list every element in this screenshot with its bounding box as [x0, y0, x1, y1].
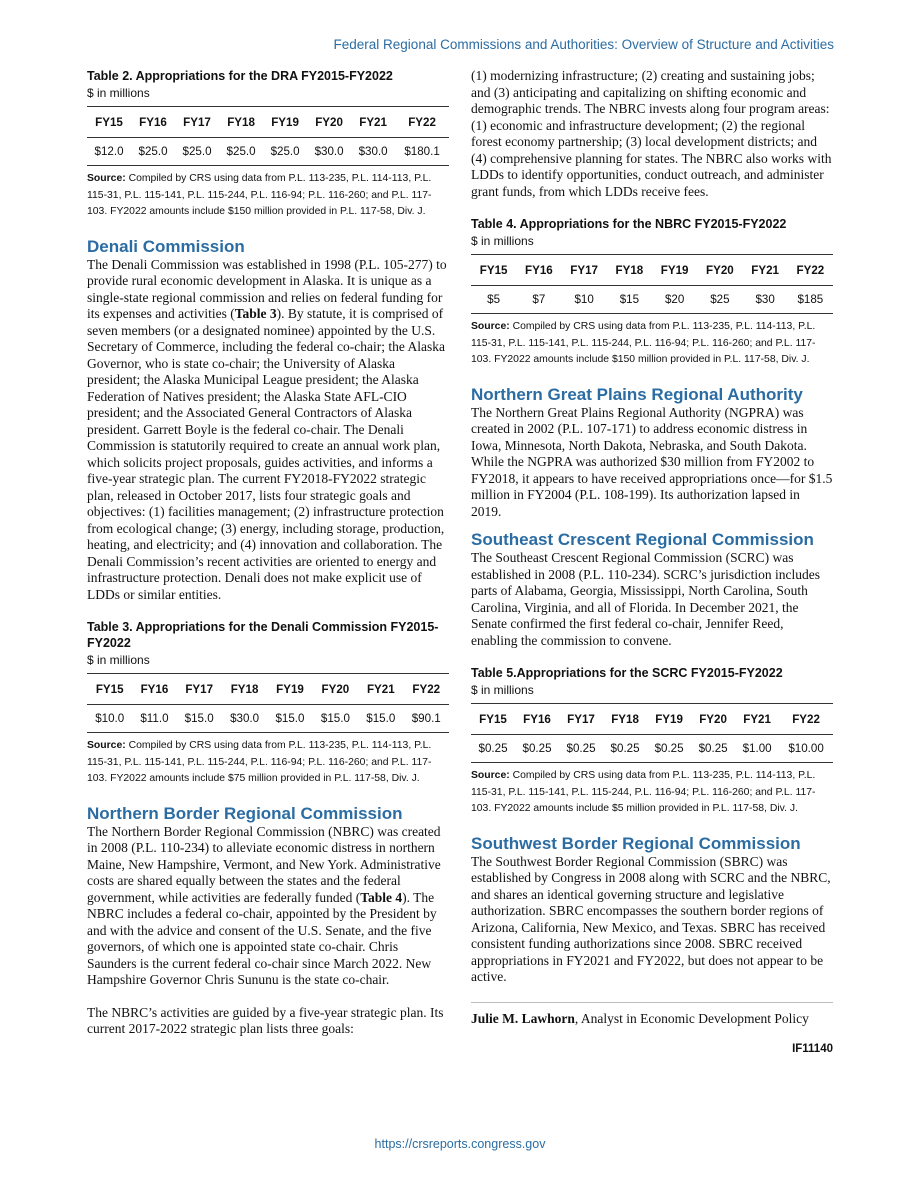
- table-5-caption: Table 5.Appropriations for the SCRC FY2015-FY2022: [471, 666, 783, 680]
- table-cell: $25.0: [219, 138, 263, 166]
- table-cell: $0.25: [559, 735, 603, 763]
- left-column: [87, 68, 449, 1038]
- denali-heading: Denali Commission: [87, 236, 245, 256]
- table-cell: $5: [471, 286, 516, 314]
- table-header-row: [471, 704, 833, 735]
- table-cell: $180.1: [395, 138, 449, 166]
- nbrc-heading: Northern Border Regional Commission: [87, 803, 403, 823]
- column-header: FY18: [222, 674, 267, 705]
- table-4: [471, 216, 833, 369]
- nbrc-paragraph-1: [87, 824, 449, 989]
- column-header: FY16: [131, 107, 175, 138]
- table-cell: $15: [607, 286, 652, 314]
- source-label: Source:: [87, 173, 126, 184]
- column-header: FY20: [697, 255, 742, 286]
- ngpra-paragraph: The Northern Great Plains Regional Authority (NGPRA) was created in 2002 (P.L. 107-171) to address economic distress in Iowa, Minnesota, North Dakota, Nebraska, and South Dakota. While the NGPRA was authorized $30 million from FY2002 to FY2018, it appears to have received appropriations once—for $1.5 million in FY2004 (P.L. 108-199). Its authorization lapsed in 2019.: [471, 404, 833, 519]
- table-cell: $25.0: [263, 138, 307, 166]
- table-cell: $12.0: [87, 138, 131, 166]
- table-row: [471, 286, 833, 314]
- column-header: FY22: [395, 107, 449, 138]
- table-cell: $0.25: [647, 735, 691, 763]
- scrc-heading: Southeast Crescent Regional Commission: [471, 530, 814, 549]
- column-header: FY19: [267, 674, 312, 705]
- column-header: FY21: [735, 704, 779, 735]
- table-header-row: [471, 255, 833, 286]
- column-header: FY15: [471, 704, 515, 735]
- table-row: [87, 138, 449, 166]
- denali-paragraph: [87, 257, 449, 604]
- column-header: FY17: [176, 674, 221, 705]
- table-cell: $15.0: [313, 705, 358, 733]
- table-cell: $0.25: [691, 735, 735, 763]
- nbrc-paragraph-2-continued: (1) modernizing infrastructure; (2) creating and sustaining jobs; and (3) anticipating and capitalizing on shifting economic and demographic trends. The NBRC invests along four program areas: (1) economic and infrastructure development; (2) the regional forest economy partnership; (3) local development districts; and (4) comprehensive planning for states. The NBRC also works with LDDs to identify opportunities, conduct outreach, and administer grant funds, from which LDDs receive fees.: [471, 68, 832, 199]
- table-5-source: [471, 768, 833, 818]
- table-5-grid: [471, 703, 833, 763]
- table-header-row: [87, 107, 449, 138]
- table-4-caption: Table 4. Appropriations for the NBRC FY2015-FY2022: [471, 217, 787, 231]
- table-row: [87, 705, 449, 733]
- table-cell: $1.00: [735, 735, 779, 763]
- running-header: Federal Regional Commissions and Authorities: Overview of Structure and Activities: [333, 37, 834, 52]
- column-header: FY20: [313, 674, 358, 705]
- column-header: FY16: [516, 255, 561, 286]
- ngpra-heading: Northern Great Plains Regional Authority: [471, 384, 803, 404]
- table-2-source: [87, 171, 449, 221]
- column-header: FY16: [515, 704, 559, 735]
- table-5: [471, 665, 833, 818]
- sbrc-paragraph: The Southwest Border Regional Commission (SBRC) was established by Congress in 2008 along with SCRC and the NBRC, and shares an identical governing structure and legislative authorization. SBRC encompasses the southern border regions of Arizona, California, New Mexico, and Texas. SBRC has received consistent funding authorizations since 2008. SBRC received appropriations in FY2021 and FY2022, but does not appear to be active.: [471, 853, 831, 984]
- column-header: FY19: [652, 255, 697, 286]
- column-header: FY18: [603, 704, 647, 735]
- table-cell: $7: [516, 286, 561, 314]
- table-header-row: [87, 674, 449, 705]
- column-header: FY18: [607, 255, 652, 286]
- column-header: FY22: [788, 255, 833, 286]
- table-4-reference: Table 4: [360, 889, 403, 905]
- nbrc-paragraph-2-start: The NBRC’s activities are guided by a five-year strategic plan. Its current 2017-2022 strategic plan lists three goals:: [87, 1004, 444, 1036]
- table-cell: $185: [788, 286, 833, 314]
- column-header: FY15: [87, 107, 131, 138]
- table-cell: $30.0: [222, 705, 267, 733]
- column-header: FY21: [358, 674, 403, 705]
- column-header: FY21: [743, 255, 788, 286]
- column-header: FY20: [691, 704, 735, 735]
- table-4-grid: [471, 254, 833, 314]
- table-3: [87, 619, 449, 788]
- table-cell: $25.0: [131, 138, 175, 166]
- table-4-source: [471, 319, 833, 369]
- column-header: FY17: [559, 704, 603, 735]
- table-2-unit: $ in millions: [87, 86, 150, 100]
- table-cell: $20: [652, 286, 697, 314]
- table-3-unit: $ in millions: [87, 653, 150, 667]
- source-label: Source:: [471, 321, 510, 332]
- table-cell: $11.0: [132, 705, 176, 733]
- table-3-source: [87, 738, 449, 788]
- table-cell: $10.0: [87, 705, 132, 733]
- author-title: , Analyst in Economic Development Policy: [574, 1010, 809, 1026]
- table-cell: $30.0: [351, 138, 395, 166]
- table-cell: $15.0: [267, 705, 312, 733]
- paragraph-text: ). The NBRC includes a federal co-chair, appointed by the President by and with the advice and consent of the U.S. Senate, and the five governors, of which one is appointed state co-chair. Chris Saunders is the current federal co-chair since March 2022. New Hampshire Governor Chris Sununu is the state co-chair.: [87, 889, 437, 987]
- column-header: FY19: [647, 704, 691, 735]
- source-text: Compiled by CRS using data from P.L. 113-235, P.L. 114-113, P.L. 115-31, P.L. 115-141, P.L. 115-244, P.L. 116-94; P.L. 116-260; and P.L. 117-103. FY2022 amounts include $5 million provided in P.L. 117-58, Div. J.: [471, 770, 816, 814]
- footer-url[interactable]: https://crsreports.congress.gov: [374, 1137, 546, 1151]
- document-id: IF11140: [792, 1043, 833, 1055]
- table-cell: $0.25: [603, 735, 647, 763]
- column-header: FY22: [779, 704, 833, 735]
- table-cell: $10: [562, 286, 607, 314]
- table-cell: $15.0: [358, 705, 403, 733]
- table-cell: $15.0: [176, 705, 221, 733]
- source-text: Compiled by CRS using data from P.L. 113-235, P.L. 114-113, P.L. 115-31, P.L. 115-141, P.L. 115-244, P.L. 116-94; P.L. 116-260; and P.L. 117-103. FY2022 amounts include $150 million provided in P.L. 117-58, Div. J.: [471, 321, 816, 365]
- table-5-unit: $ in millions: [471, 683, 534, 697]
- column-header: FY16: [132, 674, 176, 705]
- paragraph-text: The Northern Border Regional Commission (NBRC) was created in 2008 (P.L. 110-234) to alleviate economic distress in northern Maine, New Hampshire, Vermont, and New York. Administrative costs are shared equally between the states and the federal government, while activities are federally funded (: [87, 823, 441, 905]
- author-divider: [471, 1002, 833, 1003]
- source-text: Compiled by CRS using data from P.L. 113-235, P.L. 114-113, P.L. 115-31, P.L. 115-141, P.L. 115-244, P.L. 116-94; P.L. 116-260; and P.L. 117-103. FY2022 amounts include $150 million provided in P.L. 117-58, Div. J.: [87, 173, 432, 217]
- table-3-grid: [87, 673, 449, 733]
- table-4-unit: $ in millions: [471, 234, 534, 248]
- column-header: FY15: [87, 674, 132, 705]
- table-2: [87, 68, 449, 221]
- paragraph-text: The Denali Commission was established in 1998 (P.L. 105-277) to provide rural economic development in Alaska. It is unique as a single-state regional commission and relies on federal funding for its expenses and activities (: [87, 256, 447, 321]
- table-3-caption: Table 3. Appropriations for the Denali Commission FY2015-FY2022: [87, 620, 439, 650]
- table-cell: $0.25: [471, 735, 515, 763]
- table-cell: $30: [743, 286, 788, 314]
- right-column: [471, 68, 833, 1055]
- table-2-grid: [87, 106, 449, 166]
- scrc-paragraph: The Southeast Crescent Regional Commission (SCRC) was established in 2008 (P.L. 110-234). SCRC’s jurisdiction includes parts of Alabama, Georgia, Mississippi, North Carolina, South Carolina, Virginia, and all of Florida. In December 2021, the Senate confirmed the first federal co-chair, Jennifer Reed, enabling the commission to convene.: [471, 550, 820, 648]
- source-label: Source:: [87, 740, 126, 751]
- column-header: FY15: [471, 255, 516, 286]
- table-3-reference: Table 3: [234, 306, 277, 321]
- table-cell: $0.25: [515, 735, 559, 763]
- column-header: FY18: [219, 107, 263, 138]
- table-cell: $25: [697, 286, 742, 314]
- table-cell: $10.00: [779, 735, 833, 763]
- source-text: Compiled by CRS using data from P.L. 113-235, P.L. 114-113, P.L. 115-31, P.L. 115-141, P.L. 115-244, P.L. 116-94; P.L. 116-260; and P.L. 117-103. FY2022 amounts include $75 million provided in P.L. 117-58, Div. J.: [87, 740, 432, 784]
- table-row: [471, 735, 833, 763]
- table-2-caption: Table 2. Appropriations for the DRA FY2015-FY2022: [87, 69, 393, 83]
- paragraph-text: ). By statute, it is comprised of seven members (or a designated nominee) appointed by the U.S. Secretary of Commerce, including the federal co-chair; the Alaska Governor, who is state co-chair; the University of Alaska president; the Alaska Municipal League president; the Alaska Federation of Natives president; the Alaska State AFL-CIO president; and the Associated General Contractors of Alaska president. Garrett Boyle is the federal co-chair. The Denali Commission is statutorily required to create an annual work plan, which solicits project proposals, guides activities, and informs a five-year strategic plan. The current FY2018-FY2022 strategic plan, released in October 2017, lists four strategic goals and objectives: (1) facilities management; (2) infrastructure protection from ecological change; (3) energy, including storage, production, heating, and electricity; and (4) innovation and collaboration. The Denali Commission’s recent activities are oriented to energy and infrastructure protection. Denali does not make explicit use of LDDs or similar entities.: [87, 306, 445, 602]
- source-label: Source:: [471, 770, 510, 781]
- column-header: FY20: [307, 107, 351, 138]
- sbrc-heading: Southwest Border Regional Commission: [471, 833, 801, 853]
- column-header: FY17: [175, 107, 219, 138]
- column-header: FY21: [351, 107, 395, 138]
- author-name: Julie M. Lawhorn: [471, 1010, 575, 1026]
- table-cell: $90.1: [404, 705, 450, 733]
- column-header: FY19: [263, 107, 307, 138]
- column-header: FY17: [562, 255, 607, 286]
- author-credit: [471, 1011, 833, 1028]
- table-cell: $30.0: [307, 138, 351, 166]
- table-cell: $25.0: [175, 138, 219, 166]
- column-header: FY22: [404, 674, 450, 705]
